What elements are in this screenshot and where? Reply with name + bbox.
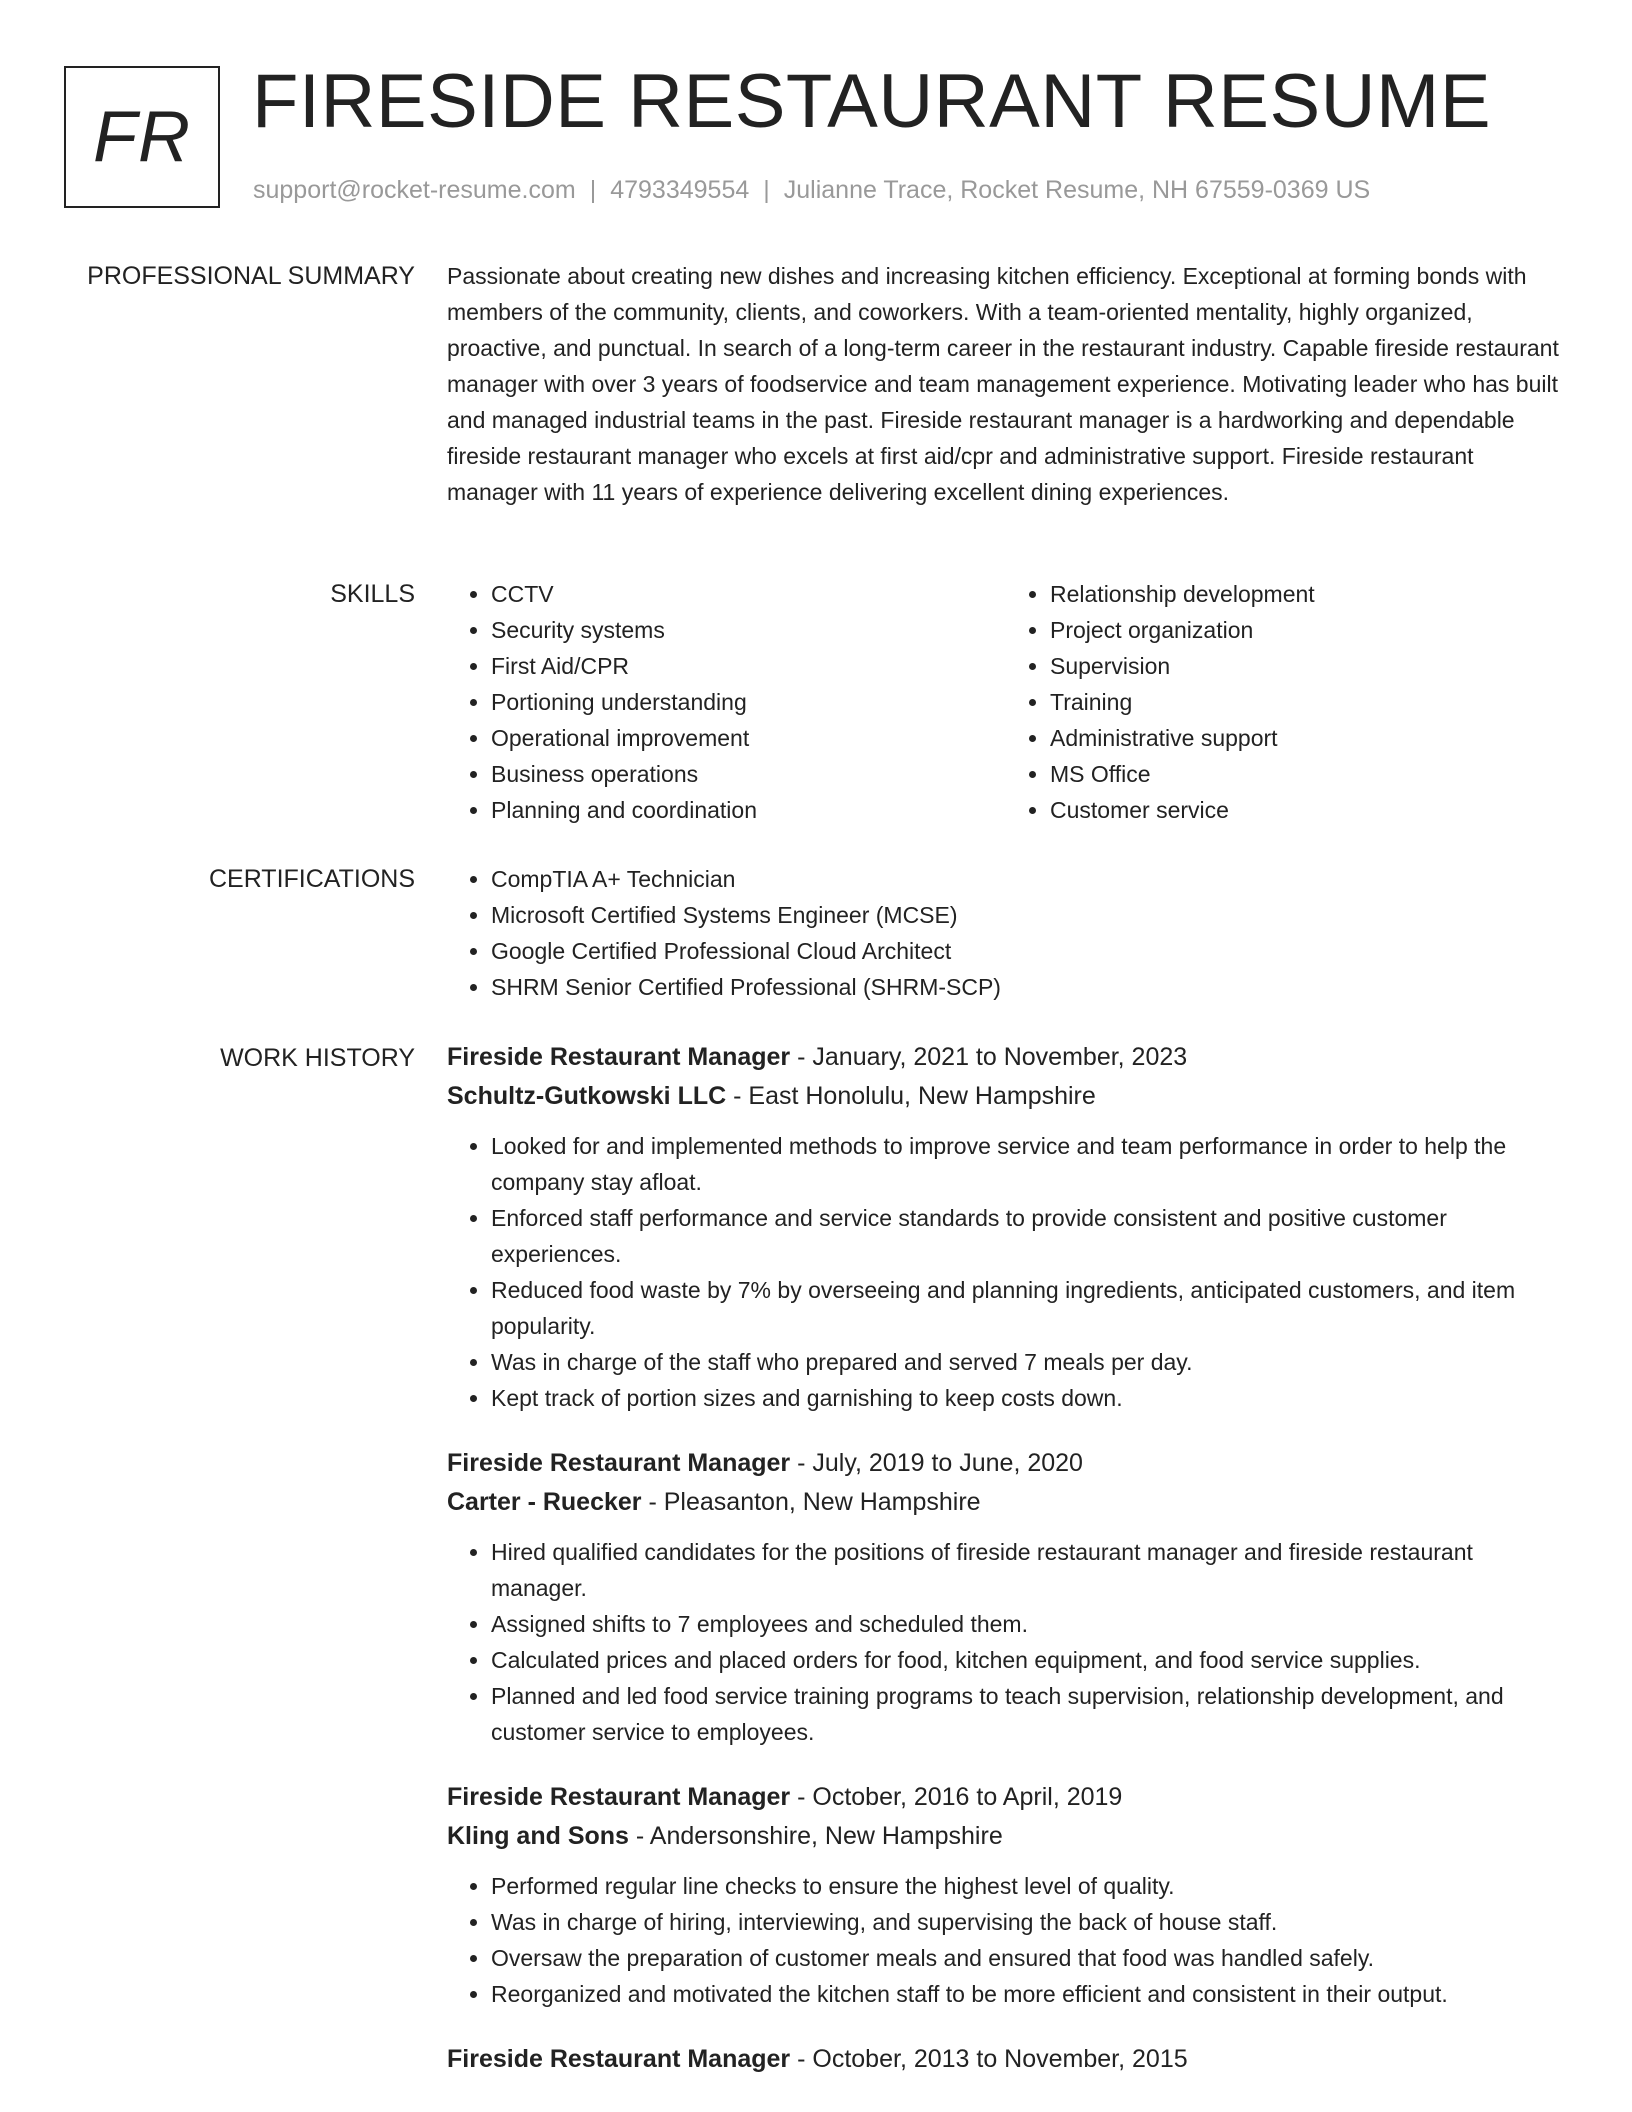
skill-item: • First Aid/CPR (491, 648, 1006, 684)
job-bullet: • Was in charge of the staff who prepared and served 7 meals per day. (491, 1344, 1565, 1380)
skills-body (447, 576, 1565, 828)
job-bullet: • Hired qualified candidates for the positions of fireside restaurant manager and fireside restaurant manager. (491, 1534, 1565, 1606)
job-bullets (447, 1868, 1565, 2012)
job-entry (447, 2040, 1565, 2079)
job-bullet: • Reorganized and motivated the kitchen staff to be more efficient and consistent in their output. (491, 1976, 1565, 2012)
job-title: Fireside Restaurant Manager (447, 2045, 791, 2073)
skills-label: SKILLS (330, 580, 415, 608)
contact-phone[interactable]: 4793349554 (610, 176, 750, 204)
job-bullets (447, 1534, 1565, 1750)
job-company: Schultz-Gutkowski LLC (447, 1082, 727, 1110)
job-title: Fireside Restaurant Manager (447, 1043, 791, 1071)
contact-address: Julianne Trace, Rocket Resume, NH 67559-0369 US (783, 176, 1371, 204)
job-company: Kling and Sons (447, 1822, 629, 1850)
job-title-line (447, 1444, 1565, 1483)
job-bullet: • Oversaw the preparation of customer meals and ensured that food was handled safely. (491, 1940, 1565, 1976)
skill-item: • Security systems (491, 612, 1006, 648)
skill-item: • Training (1050, 684, 1565, 720)
certification-item: • Google Certified Professional Cloud Architect (491, 933, 1565, 969)
skill-item: • Portioning understanding (491, 684, 1006, 720)
skill-item: • Planning and coordination (491, 792, 1006, 828)
skill-item: • Administrative support (1050, 720, 1565, 756)
job-bullet: • Kept track of portion sizes and garnishing to keep costs down. (491, 1380, 1565, 1416)
job-dates: - January, 2021 to November, 2023 (790, 1043, 1188, 1071)
job-location: - East Honolulu, New Hampshire (726, 1082, 1096, 1110)
job-bullet: • Was in charge of hiring, interviewing, and supervising the back of house staff. (491, 1904, 1565, 1940)
job-company-line (447, 1483, 1565, 1522)
job-dates: - October, 2013 to November, 2015 (790, 2045, 1188, 2073)
certifications-label: CERTIFICATIONS (208, 865, 415, 893)
job-dates: - July, 2019 to June, 2020 (790, 1449, 1083, 1477)
skill-item: • Operational improvement (491, 720, 1006, 756)
job-entry (447, 1444, 1565, 1750)
contact-line (253, 176, 1370, 205)
job-title-line (447, 2040, 1565, 2079)
job-bullets (447, 1128, 1565, 1416)
skills-columns (447, 576, 1565, 828)
job-bullet: • Enforced staff performance and service standards to provide consistent and positive customer experiences. (491, 1200, 1565, 1272)
summary-text: Passionate about creating new dishes and increasing kitchen efficiency. Exceptional at forming bonds with members of the community, clients, and coworkers. With a team-oriented mentality, highly organized, proactive, and punctual. In search of a long-term career in the restaurant industry. Capable fireside restaurant manager with over 3 years of foodservice and team management experience. Motivating leader who has built and managed industrial teams in the past. Fireside restaurant manager is a hardworking and dependable fireside restaurant manager who excels at first aid/cpr and administrative support. Fireside restaurant manager with 11 years of experience delivering excellent dining experiences. (447, 263, 1559, 505)
skills-list-right (1006, 576, 1565, 828)
job-company: Carter - Ruecker (447, 1488, 642, 1516)
job-bullet: • Assigned shifts to 7 employees and scheduled them. (491, 1606, 1565, 1642)
skills-list-left (447, 576, 1006, 828)
job-title: Fireside Restaurant Manager (447, 1449, 791, 1477)
job-title-line (447, 1038, 1565, 1077)
job-dates: - October, 2016 to April, 2019 (790, 1783, 1123, 1811)
job-bullet: • Planned and led food service training programs to teach supervision, relationship development, and customer service to employees. (491, 1678, 1565, 1750)
certification-item: • Microsoft Certified Systems Engineer (MCSE) (491, 897, 1565, 933)
summary-body (447, 258, 1565, 510)
summary-label: PROFESSIONAL SUMMARY (87, 262, 415, 290)
resume-title: FIRESIDE RESTAURANT RESUME (252, 59, 1492, 144)
work-history-body (447, 1038, 1565, 2107)
skill-item: • MS Office (1050, 756, 1565, 792)
job-bullet: • Looked for and implemented methods to improve service and team performance in order to help the company stay afloat. (491, 1128, 1565, 1200)
job-company-line (447, 1077, 1565, 1116)
skill-item: • Supervision (1050, 648, 1565, 684)
certification-item: • CompTIA A+ Technician (491, 861, 1565, 897)
contact-separator: | (589, 176, 597, 204)
job-location: - Andersonshire, New Hampshire (628, 1822, 1003, 1850)
certifications-list (447, 861, 1565, 1005)
contact-email[interactable]: support@rocket-resume.com (253, 176, 576, 204)
skill-item: • Project organization (1050, 612, 1565, 648)
certifications-body (447, 861, 1565, 1005)
skill-item: • Business operations (491, 756, 1006, 792)
job-entry (447, 1038, 1565, 1416)
job-title-line (447, 1778, 1565, 1817)
skill-item: • CCTV (491, 576, 1006, 612)
skill-item: • Relationship development (1050, 576, 1565, 612)
job-bullet: • Calculated prices and placed orders for food, kitchen equipment, and food service supplies. (491, 1642, 1565, 1678)
job-entry (447, 1778, 1565, 2012)
contact-separator: | (763, 176, 770, 204)
work-history-label: WORK HISTORY (220, 1044, 415, 1072)
job-location: - Pleasanton, New Hampshire (641, 1488, 981, 1516)
job-title: Fireside Restaurant Manager (447, 1783, 791, 1811)
job-bullet: • Performed regular line checks to ensure the highest level of quality. (491, 1868, 1565, 1904)
certification-item: • SHRM Senior Certified Professional (SHRM-SCP) (491, 969, 1565, 1005)
job-company-line (447, 1817, 1565, 1856)
monogram-badge: FR (64, 66, 220, 208)
job-bullet: • Reduced food waste by 7% by overseeing and planning ingredients, anticipated customers, and item popularity. (491, 1272, 1565, 1344)
skill-item: • Customer service (1050, 792, 1565, 828)
